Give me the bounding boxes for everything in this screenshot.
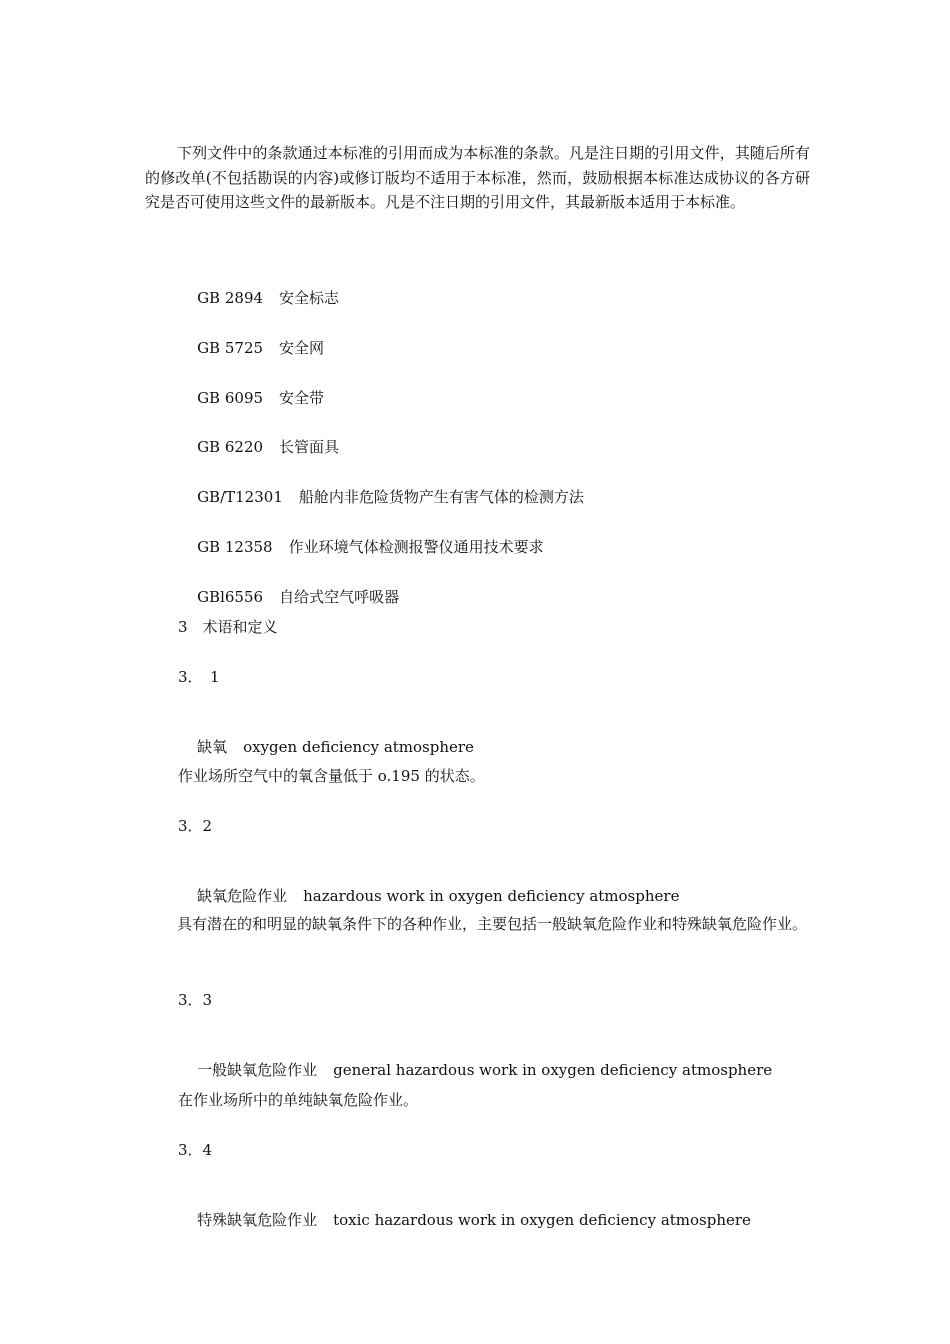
term-en: general hazardous work in oxygen deficiency atmosphere (333, 1061, 773, 1079)
term-number: 3．2 (178, 817, 213, 835)
term-en: hazardous work in oxygen deficiency atmosphere (303, 887, 680, 905)
term-definition: 在作业场所中的单纯缺氧危险作业。 (178, 1091, 419, 1109)
section-heading: 3 术语和定义 (178, 618, 278, 636)
term-number: 3．4 (178, 1141, 213, 1159)
reference-code: GB 2894 (197, 289, 264, 307)
reference-code: GB/T12301 (197, 488, 283, 506)
term-definition: 作业场所空气中的氧含量低于 o.195 的状态。 (178, 767, 485, 785)
term-en: oxygen deficiency atmosphere (243, 738, 474, 756)
intro-paragraph: 下列文件中的条款通过本标准的引用而成为本标准的条款。凡是注日期的引用文件，其随后所有的修改单(不包括勘误的内容)或修订版均不适用于本标准，然而，鼓励根据本标准达成协议的各方研究是否可使用这些文件的最新版本。凡是不注日期的引用文件，其最新版本适用于本标准。 (145, 144, 810, 211)
reference-title: 安全标志 (279, 289, 340, 307)
term-zh: 缺氧 (197, 738, 228, 756)
reference-code: GBl6556 (197, 588, 264, 606)
term-number: 3．3 (178, 991, 213, 1009)
reference-title: 自给式空气呼吸器 (279, 588, 400, 606)
reference-title: 长管面具 (279, 438, 340, 456)
term-definition: 具有潜在的和明显的缺氧条件下的各种作业，主要包括一般缺氧危险作业和特殊缺氧危险作业。 (177, 915, 808, 933)
reference-code: GB 6220 (197, 438, 264, 456)
reference-title: 安全带 (279, 389, 325, 407)
reference-code: GB 12358 (197, 538, 273, 556)
term-title (178, 1190, 751, 1250)
term-zh: 缺氧危险作业 (197, 887, 288, 905)
term-en: toxic hazardous work in oxygen deficiency atmosphere (333, 1211, 751, 1229)
term-number: 3． 1 (178, 668, 220, 686)
reference-code: GB 5725 (197, 339, 264, 357)
reference-title: 安全网 (279, 339, 325, 357)
term-zh: 特殊缺氧危险作业 (197, 1211, 318, 1229)
reference-title: 船舱内非危险货物产生有害气体的检测方法 (298, 488, 584, 506)
reference-title: 作业环境气体检测报警仪通用技术要求 (288, 538, 544, 556)
term-zh: 一般缺氧危险作业 (197, 1061, 318, 1079)
reference-code: GB 6095 (197, 389, 264, 407)
